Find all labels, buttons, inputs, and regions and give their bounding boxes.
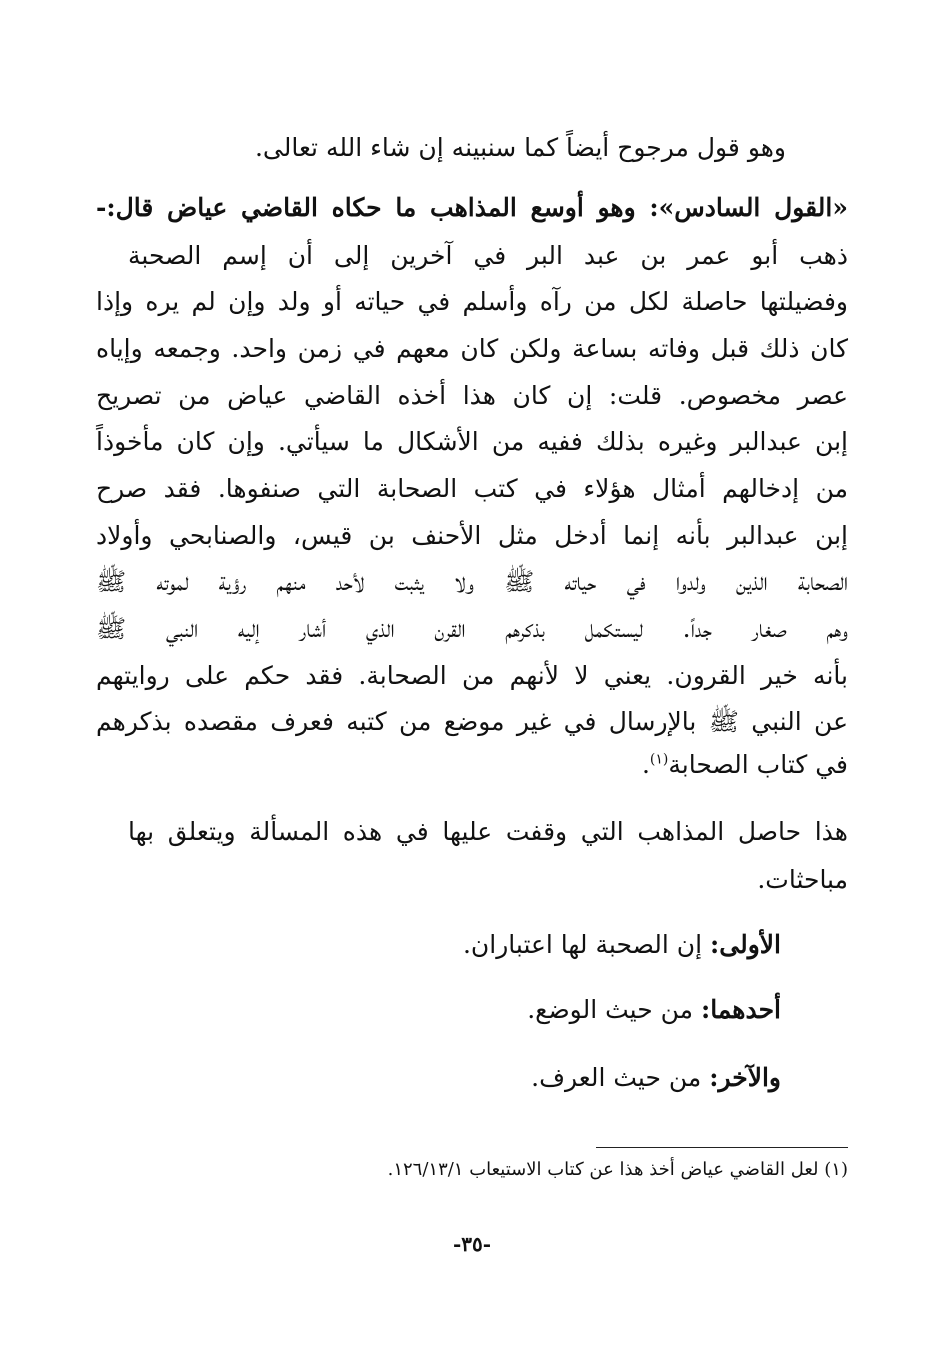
point-text: إن الصحبة لها اعتباران. (462, 930, 711, 959)
point-second (96, 990, 781, 1030)
text-line-5: كان ذلك قبل وفاته بساعة ولكن كان معهم في زمن واحد. وجمعه وإياه (96, 334, 848, 363)
point-first (96, 925, 781, 965)
text-line-3: ذهب أبو عمر بن عبد البر في آخرين إلى أن إسم الصحبة (128, 241, 848, 270)
text-line-15: هذا حاصل المذاهب التي وقفت عليها في هذه المسألة ويتعلق بها (128, 817, 848, 846)
point-label: والآخر: (709, 1063, 781, 1092)
text-line-8: من إدخالهم أمثال هؤلاء في كتب الصحابة التي صنفوها. فقد صرح (96, 474, 848, 503)
text-line-2: «القول السادس»: وهو أوسع المذاهب ما حكاه القاضي عياض قال:- (96, 193, 848, 222)
text-line-16: مباحثات. (757, 865, 848, 894)
point-text: من حيث الوضع. (527, 995, 701, 1024)
text-line-10: الصحابة الذين ولدوا في حياته ﷺ ولا يثبت لأحد منهم رؤية لموته ﷺ (96, 567, 848, 596)
text-line-1: وهو قول مرجوح أيضاً كما سنبينه إن شاء الله تعالى. (254, 133, 786, 162)
text-line-12: بأنه خير القرون. يعني لا لأنهم من الصحابة. فقد حكم على روايتهم (96, 661, 848, 690)
text-line-14 (96, 745, 848, 785)
line-end: . (641, 750, 650, 779)
footnote-divider (596, 1147, 848, 1148)
footnote: (١) لعل القاضي عياض أخذ هذا عن كتاب الاستيعاب ١٢٦/١٣/١. (387, 1159, 848, 1180)
page-number: -٣٥- (452, 1232, 492, 1256)
text-line-11: وهم صغار جداً. ليستكمل بذكرهم القرن الذي أشار إليه النبي ﷺ (96, 614, 848, 643)
point-label: الأولى: (710, 930, 781, 959)
text-line-9: إبن عبدالبر بأنه إنما أدخل مثل الأحنف بن قيس، والصنابحي وأولاد (96, 521, 848, 550)
point-text: من حيث العرف. (531, 1063, 710, 1092)
text-line-6: عصر مخصوص. قلت: إن كان هذا أخذه القاضي عياض من تصريح (96, 381, 848, 410)
footnote-marker: (١) (649, 751, 669, 768)
point-third (96, 1058, 781, 1098)
line-text: في كتاب الصحابة (668, 750, 848, 779)
text-line-4: وفضيلتها حاصلة لكل من رآه وأسلم في حياته أو ولد وإن لم يره وإذا (96, 287, 848, 316)
point-label: أحدهما: (700, 995, 781, 1024)
text-line-13: عن النبي ﷺ بالإرسال في غير موضع من كتبه فعرف مقصده بذكرهم (96, 707, 848, 736)
text-line-7: إبن عبدالبر وغيره بذلك ففيه من الأشكال ما سيأتي. وإن كان مأخوذاً (96, 427, 848, 456)
